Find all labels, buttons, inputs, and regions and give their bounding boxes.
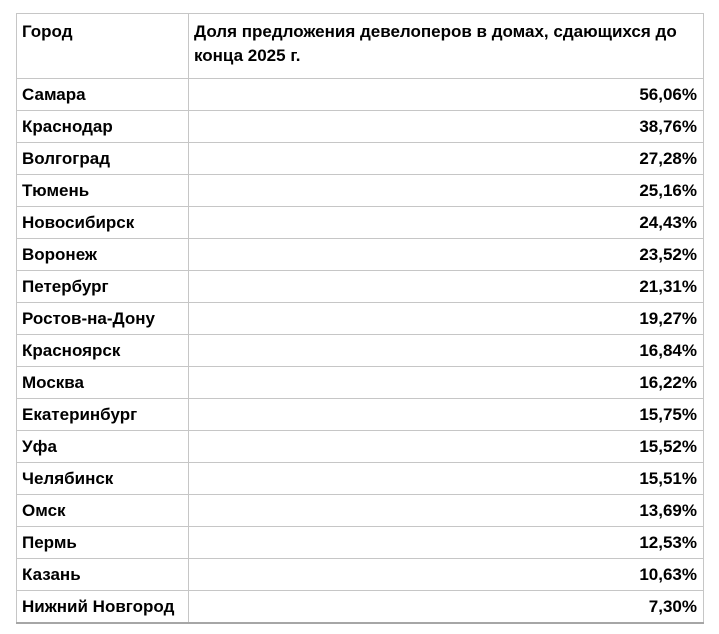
city-cell: Пермь xyxy=(17,527,189,559)
table-body xyxy=(17,79,704,624)
city-cell: Тюмень xyxy=(17,175,189,207)
table-row xyxy=(17,239,704,271)
city-cell: Москва xyxy=(17,367,189,399)
city-cell: Ростов-на-Дону xyxy=(17,303,189,335)
city-cell: Нижний Новгород xyxy=(17,591,189,624)
city-cell: Уфа xyxy=(17,431,189,463)
city-cell: Казань xyxy=(17,559,189,591)
table-header xyxy=(17,14,704,79)
table-row xyxy=(17,559,704,591)
city-cell: Красноярск xyxy=(17,335,189,367)
city-cell: Краснодар xyxy=(17,111,189,143)
header-share: Доля предложения девелоперов в домах, сдающихся до конца 2025 г. xyxy=(189,14,704,79)
share-cell: 7,30% xyxy=(189,591,704,624)
table-row xyxy=(17,111,704,143)
share-cell: 15,52% xyxy=(189,431,704,463)
share-cell: 19,27% xyxy=(189,303,704,335)
share-cell: 27,28% xyxy=(189,143,704,175)
city-cell: Екатеринбург xyxy=(17,399,189,431)
city-share-table-container xyxy=(16,13,704,624)
header-row xyxy=(17,14,704,79)
share-cell: 10,63% xyxy=(189,559,704,591)
share-cell: 24,43% xyxy=(189,207,704,239)
city-share-table xyxy=(16,13,704,624)
city-cell: Челябинск xyxy=(17,463,189,495)
share-cell: 13,69% xyxy=(189,495,704,527)
share-cell: 25,16% xyxy=(189,175,704,207)
share-cell: 16,84% xyxy=(189,335,704,367)
table-row xyxy=(17,367,704,399)
header-city: Город xyxy=(17,14,189,79)
table-row xyxy=(17,175,704,207)
table-row xyxy=(17,271,704,303)
share-cell: 38,76% xyxy=(189,111,704,143)
table-row xyxy=(17,495,704,527)
city-cell: Новосибирск xyxy=(17,207,189,239)
table-row xyxy=(17,399,704,431)
share-cell: 16,22% xyxy=(189,367,704,399)
share-cell: 12,53% xyxy=(189,527,704,559)
city-cell: Петербург xyxy=(17,271,189,303)
table-row xyxy=(17,463,704,495)
table-row xyxy=(17,303,704,335)
table-row xyxy=(17,431,704,463)
city-cell: Волгоград xyxy=(17,143,189,175)
table-row xyxy=(17,335,704,367)
table-row xyxy=(17,143,704,175)
table-row xyxy=(17,207,704,239)
table-row xyxy=(17,591,704,624)
share-cell: 21,31% xyxy=(189,271,704,303)
city-cell: Омск xyxy=(17,495,189,527)
table-row xyxy=(17,79,704,111)
share-cell: 15,75% xyxy=(189,399,704,431)
table-row xyxy=(17,527,704,559)
city-cell: Самара xyxy=(17,79,189,111)
share-cell: 15,51% xyxy=(189,463,704,495)
share-cell: 23,52% xyxy=(189,239,704,271)
share-cell: 56,06% xyxy=(189,79,704,111)
city-cell: Воронеж xyxy=(17,239,189,271)
